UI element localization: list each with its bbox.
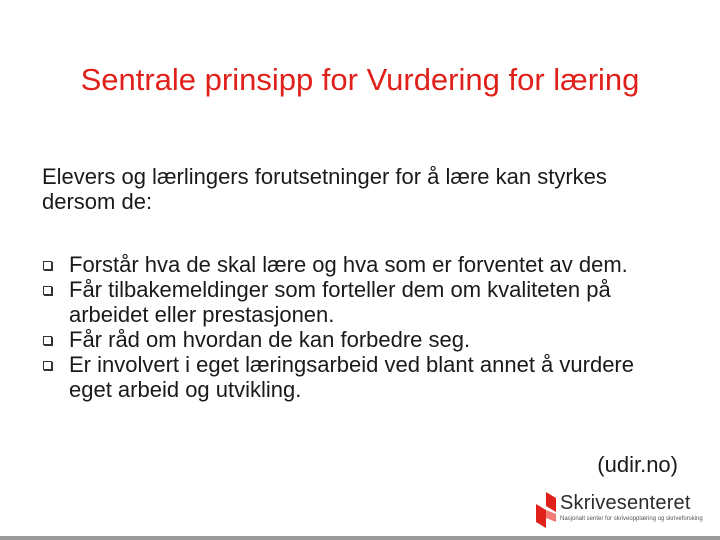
logo-tagline: Nasjonalt senter for skriveopplæring og skriveforsking: [560, 516, 703, 522]
square-bullet-icon: [43, 361, 52, 370]
bullet-item: [42, 252, 682, 277]
bullet-list: [42, 252, 682, 402]
square-bullet-icon: [43, 286, 52, 295]
bullet-text: Forstår hva de skal lære og hva som er forventet av dem.: [69, 252, 628, 277]
bullet-text: Får tilbakemeldinger som forteller dem om kvaliteten på arbeidet eller prestasjonen.: [69, 277, 611, 327]
source-citation: (udir.no): [597, 452, 678, 477]
logo-wordmark: Skrivesenteret: [560, 492, 691, 514]
bullet-text: Får råd om hvordan de kan forbedre seg.: [69, 327, 471, 352]
bottom-divider: [0, 536, 720, 540]
skrivesenteret-logo: [536, 490, 716, 530]
square-bullet-icon: [43, 336, 52, 345]
slide-title: Sentrale prinsipp for Vurdering for læring: [80, 62, 640, 97]
intro-text: Elevers og lærlingers forutsetninger for å lære kan styrkes dersom de:: [42, 164, 607, 214]
bullet-item: [42, 327, 682, 352]
bullet-item: [42, 352, 682, 402]
logo-mark-icon: [536, 492, 556, 528]
bullet-item: [42, 277, 682, 327]
bullet-text: Er involvert i eget læringsarbeid ved blant annet å vurdere eget arbeid og utvikling.: [69, 352, 634, 402]
square-bullet-icon: [43, 261, 52, 270]
